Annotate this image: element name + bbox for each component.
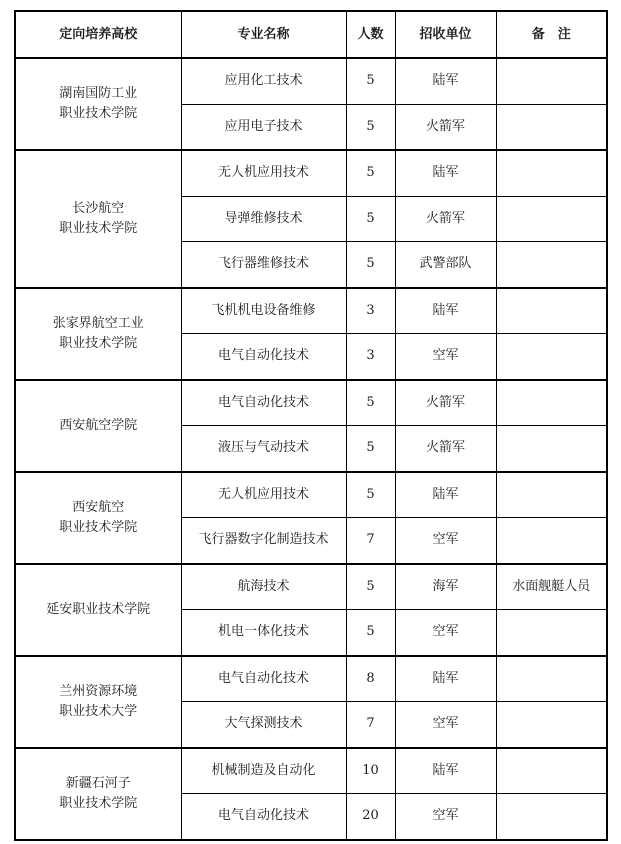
- school-name-line: 兰州资源环境: [59, 683, 138, 699]
- unit-cell: 空军: [395, 794, 496, 840]
- unit-cell: 空军: [395, 702, 496, 748]
- school-cell: [15, 150, 181, 288]
- table-row: [15, 150, 607, 196]
- unit-cell: 陆军: [395, 472, 496, 518]
- table-body: [15, 58, 607, 840]
- unit-cell: 空军: [395, 518, 496, 564]
- unit-cell: 火箭军: [395, 426, 496, 472]
- count-cell: 3: [346, 334, 395, 380]
- enrollment-table: [14, 10, 608, 841]
- school-cell: [15, 564, 181, 656]
- school-cell: [15, 656, 181, 748]
- remark-cell: [496, 794, 607, 840]
- remark-cell: [496, 610, 607, 656]
- school-name-line: 张家界航空工业: [52, 315, 144, 331]
- remark-cell: [496, 748, 607, 794]
- school-name-line: 湖南国防工业: [59, 86, 138, 101]
- school-name-line: 西安航空学院: [59, 417, 138, 433]
- unit-cell: 空军: [395, 610, 496, 656]
- unit-cell: 火箭军: [395, 104, 496, 150]
- school-name-line: 职业技术大学: [59, 703, 138, 719]
- school-name-line: 长沙航空: [72, 200, 125, 216]
- major-cell: 机械制造及自动化: [181, 748, 346, 794]
- major-cell: 大气探测技术: [181, 702, 346, 748]
- header-row: [15, 11, 607, 58]
- school-name-line: 职业技术学院: [59, 220, 138, 236]
- major-cell: 应用电子技术: [181, 104, 346, 150]
- unit-cell: 陆军: [395, 748, 496, 794]
- header-remark: 备 注: [496, 11, 607, 58]
- remark-cell: [496, 518, 607, 564]
- count-cell: 10: [346, 748, 395, 794]
- count-cell: 5: [346, 426, 395, 472]
- major-cell: 无人机应用技术: [181, 472, 346, 518]
- count-cell: 5: [346, 104, 395, 150]
- school-cell: [15, 748, 181, 840]
- header-school: 定向培养高校: [15, 11, 181, 58]
- count-cell: 7: [346, 702, 395, 748]
- count-cell: 5: [346, 380, 395, 426]
- table-row: [15, 380, 607, 426]
- major-cell: 飞行器数字化制造技术: [181, 518, 346, 564]
- header-unit: 招收单位: [395, 11, 496, 58]
- remark-cell: [496, 472, 607, 518]
- table-row: [15, 288, 607, 334]
- remark-cell: [496, 242, 607, 288]
- major-cell: 电气自动化技术: [181, 656, 346, 702]
- count-cell: 3: [346, 288, 395, 334]
- school-name-line: 职业技术学院: [59, 335, 138, 351]
- unit-cell: 海军: [395, 564, 496, 610]
- remark-cell: [496, 150, 607, 196]
- unit-cell: 陆军: [395, 656, 496, 702]
- school-cell: [15, 472, 181, 564]
- unit-cell: 陆军: [395, 150, 496, 196]
- school-cell: [15, 380, 181, 472]
- major-cell: 电气自动化技术: [181, 380, 346, 426]
- major-cell: 飞行器维修技术: [181, 242, 346, 288]
- school-cell: [15, 58, 181, 150]
- count-cell: 5: [346, 610, 395, 656]
- table-row: [15, 472, 607, 518]
- major-cell: 机电一体化技术: [181, 610, 346, 656]
- header-count: 人数: [346, 11, 395, 58]
- count-cell: 5: [346, 58, 395, 104]
- remark-cell: [496, 288, 607, 334]
- school-name-line: 职业技术学院: [59, 106, 138, 121]
- table-row: [15, 58, 607, 104]
- table-row: [15, 564, 607, 610]
- count-cell: 5: [346, 242, 395, 288]
- remark-cell: [496, 702, 607, 748]
- count-cell: 20: [346, 794, 395, 840]
- remark-cell: [496, 334, 607, 380]
- school-cell: [15, 288, 181, 380]
- unit-cell: 陆军: [395, 58, 496, 104]
- count-cell: 5: [346, 196, 395, 242]
- major-cell: 电气自动化技术: [181, 334, 346, 380]
- remark-cell: 水面舰艇人员: [496, 564, 607, 610]
- remark-cell: [496, 58, 607, 104]
- school-name-line: 延安职业技术学院: [46, 601, 151, 617]
- count-cell: 7: [346, 518, 395, 564]
- remark-cell: [496, 426, 607, 472]
- table-row: [15, 748, 607, 794]
- remark-cell: [496, 380, 607, 426]
- unit-cell: 火箭军: [395, 196, 496, 242]
- major-cell: 无人机应用技术: [181, 150, 346, 196]
- remark-cell: [496, 104, 607, 150]
- major-cell: 液压与气动技术: [181, 426, 346, 472]
- school-name-line: 新疆石河子: [65, 775, 131, 791]
- count-cell: 5: [346, 472, 395, 518]
- header-major: 专业名称: [181, 11, 346, 58]
- major-cell: 电气自动化技术: [181, 794, 346, 840]
- count-cell: 8: [346, 656, 395, 702]
- major-cell: 导弹维修技术: [181, 196, 346, 242]
- table-row: [15, 656, 607, 702]
- unit-cell: 陆军: [395, 288, 496, 334]
- remark-cell: [496, 656, 607, 702]
- school-name-line: 职业技术学院: [59, 795, 138, 811]
- school-name-line: 职业技术学院: [59, 519, 138, 535]
- unit-cell: 空军: [395, 334, 496, 380]
- school-name-line: 西安航空: [72, 499, 125, 515]
- count-cell: 5: [346, 150, 395, 196]
- remark-cell: [496, 196, 607, 242]
- major-cell: 飞机机电设备维修: [181, 288, 346, 334]
- major-cell: 航海技术: [181, 564, 346, 610]
- count-cell: 5: [346, 564, 395, 610]
- unit-cell: 火箭军: [395, 380, 496, 426]
- major-cell: 应用化工技术: [181, 58, 346, 104]
- unit-cell: 武警部队: [395, 242, 496, 288]
